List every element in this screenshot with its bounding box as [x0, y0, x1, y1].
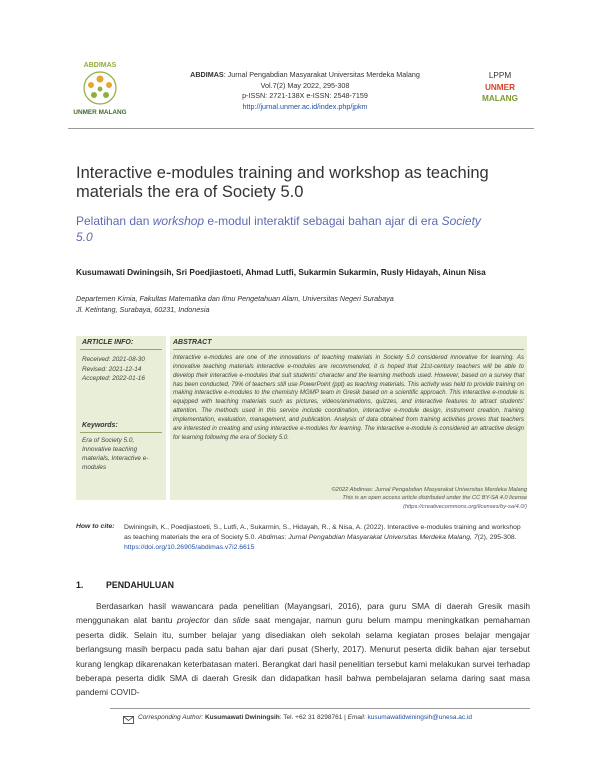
- footer-label: Corresponding Author:: [138, 714, 205, 721]
- keywords-list: [82, 436, 164, 472]
- journal-abbr: ABDIMAS: [190, 70, 224, 79]
- paragraph-emphasis: projector: [177, 615, 210, 626]
- citation-part: (2), 295-308.: [477, 533, 517, 541]
- subtitle-part: Pelatihan dan: [76, 214, 153, 228]
- paragraph-part: dan: [209, 615, 233, 626]
- journal-volume: Vol.7(2) May 2022, 295-308: [260, 80, 350, 90]
- publisher-block: [470, 70, 530, 105]
- journal-name: [140, 70, 470, 81]
- footer-email-label: Email:: [347, 714, 368, 721]
- citation-journal: Abdimas: Jurnal Pengabdian Masyarakat Universitas Merdeka Malang, 7: [258, 533, 478, 541]
- abdimas-logo: [66, 58, 134, 118]
- paragraph-part: Berdasarkan hasil wawancara pada penelitian (Mayangsari, 2016), para guru SMA di daerah Gresik masih menggunakan alat bantu: [76, 601, 530, 626]
- abstract-heading: ABSTRACT: [173, 339, 212, 346]
- citation-part: Dwiningsih, K., Poedjiastoeti, S., Lutfi, A., Sukarmin, S., Hidayah, R., & Nisa, A. (2022). Interactive e-modules training and workshop as teaching materials the era of Society 5.0.: [124, 524, 521, 541]
- keyword: Era of Society 5.0,: [82, 437, 135, 444]
- citation-label: How to cite:: [76, 523, 115, 530]
- publisher-lppm: LPPM: [488, 71, 512, 80]
- publisher-malang: MALANG: [482, 94, 518, 103]
- received-date: Received: 2021-08-30: [82, 356, 145, 363]
- header-divider: [68, 128, 534, 129]
- paragraph-emphasis: slide: [232, 615, 250, 626]
- license-link[interactable]: (https://creativecommons.org/licenses/by-sa/4.0/): [403, 503, 527, 510]
- divider: [80, 349, 162, 350]
- license-line: This is an open access article distributed under the CC BY-SA 4.0 license: [342, 495, 527, 502]
- section-number: 1.: [76, 580, 84, 590]
- article-title: Interactive e-modules training and workshop as teaching materials the era of Society 5.0: [76, 164, 489, 201]
- accepted-date: Accepted: 2022-01-16: [82, 375, 145, 383]
- section-title: PENDAHULUAN: [106, 580, 174, 590]
- journal-url-link[interactable]: http://jurnal.unmer.ac.id/index.php/jpkm: [242, 101, 368, 111]
- corresponding-author: [138, 714, 538, 721]
- journal-issn: p-ISSN: 2721-138X e-ISSN: 2548-7159: [242, 91, 368, 100]
- author-list: Kusumawati Dwiningsih, Sri Poedjiastoeti, Ahmad Lutfi, Sukarmin Sukarmin, Rusly Hidayah, Ainun Nisa: [76, 267, 486, 277]
- affiliation-line: Jl. Ketintang, Surabaya, 60231, Indonesia: [76, 305, 210, 314]
- keyword: Innovative teaching materials, Interactive e-modules: [82, 446, 149, 471]
- keywords-heading: Keywords:: [82, 422, 118, 429]
- footer-author-name: Kusumawati Dwiningsih: [204, 714, 280, 721]
- envelope-icon: [123, 716, 134, 724]
- subtitle-emphasis: Society 5.0: [76, 214, 481, 244]
- divider: [80, 432, 162, 433]
- copyright-notice: [250, 486, 527, 511]
- subtitle-part: e-modul interaktif sebagai bahan ajar di era: [204, 214, 442, 228]
- journal-header: [140, 70, 470, 112]
- affiliation-line: Departemen Kimia, Fakultas Matematika dan Ilmu Pengetahuan Alam, Universitas Negeri Surabaya: [76, 294, 394, 303]
- logo-text-top: ABDIMAS: [83, 62, 117, 69]
- footer-tel: : Tel. +62 31 8298761 |: [279, 714, 348, 721]
- doi-link[interactable]: https://doi.org/10.26905/abdimas.v7i2.6615: [124, 543, 255, 551]
- copyright-line: ©2022 Abdimas: Jurnal Pengabdian Masyarakat Universitas Merdeka Malang: [331, 487, 527, 493]
- divider: [173, 349, 524, 350]
- publisher-unmer: UNMER: [484, 82, 516, 92]
- revised-date: Revised: 2021-12-14: [82, 365, 142, 373]
- footer-email-link[interactable]: kusumawatidwiningsih@unesa.ac.id: [367, 714, 473, 721]
- affiliation: [76, 293, 536, 315]
- article-subtitle: [76, 214, 496, 245]
- article-dates: [82, 355, 166, 384]
- citation-text: [124, 523, 529, 552]
- journal-full-name: : Jurnal Pengabdian Masyarakat Universitas Merdeka Malang: [223, 70, 420, 79]
- footer-divider: [110, 708, 530, 709]
- logo-text-bottom: UNMER MALANG: [73, 109, 127, 116]
- article-info-heading: ARTICLE INFO:: [82, 339, 134, 346]
- body-paragraph: [76, 599, 530, 700]
- abstract-text: Interactive e-modules are one of the innovations of teaching materials in Society 5.0 considered innovative for learning. As innovative teaching materials interactive e-modules are recommended, it is hoped that 21st-century teachers will be able to develop their interactive e-modules that suit students' character and the learning methods used. However, based on a survey that has been conducted, 79% of teachers still use PowerPoint (ppt) as teaching materials. This activity was held to provide training on making interactive e-modules to the chemistry MGMP team in Gresik based on a scientific approach. This interactive e-module is equipped with teaching materials such as pictures, videos/animations, quizzes, and interactive features to attract students' attention. The methods used in this service include coordination, interactive e-module design, instrument creation, training implementation, evaluation, management, and publication. Analysis of data obtained from training activities proves that teachers are interested in creating and using interactive e-modules for learning. The interactive e-module is considered an attractive design for learning following the era of Society 5.0.: [173, 355, 524, 441]
- paragraph-part: saat mengajar, namun guru belum mampu meningkatkan pemahaman peserta didik. Selain itu, sumber belajar yang disediakan oleh sekolah selama kegiatan proses belajar mengajar berlangsung masih berpacu pada satu bahan ajar dari pusat (Sherly, 2017). Menurut peserta didik bahan ajar tersebut kurang lengkap dikarenakan keterbatasan materi. Berangkat dari hasil penelitian tersebut kami melakukan survei terhadap beberapa peserta didik SMA di daerah Gresik dan didapatkan hasil bahwa pembelajaran selama daring saat masa pandemi COVID-: [76, 615, 530, 698]
- subtitle-emphasis: workshop: [152, 214, 205, 228]
